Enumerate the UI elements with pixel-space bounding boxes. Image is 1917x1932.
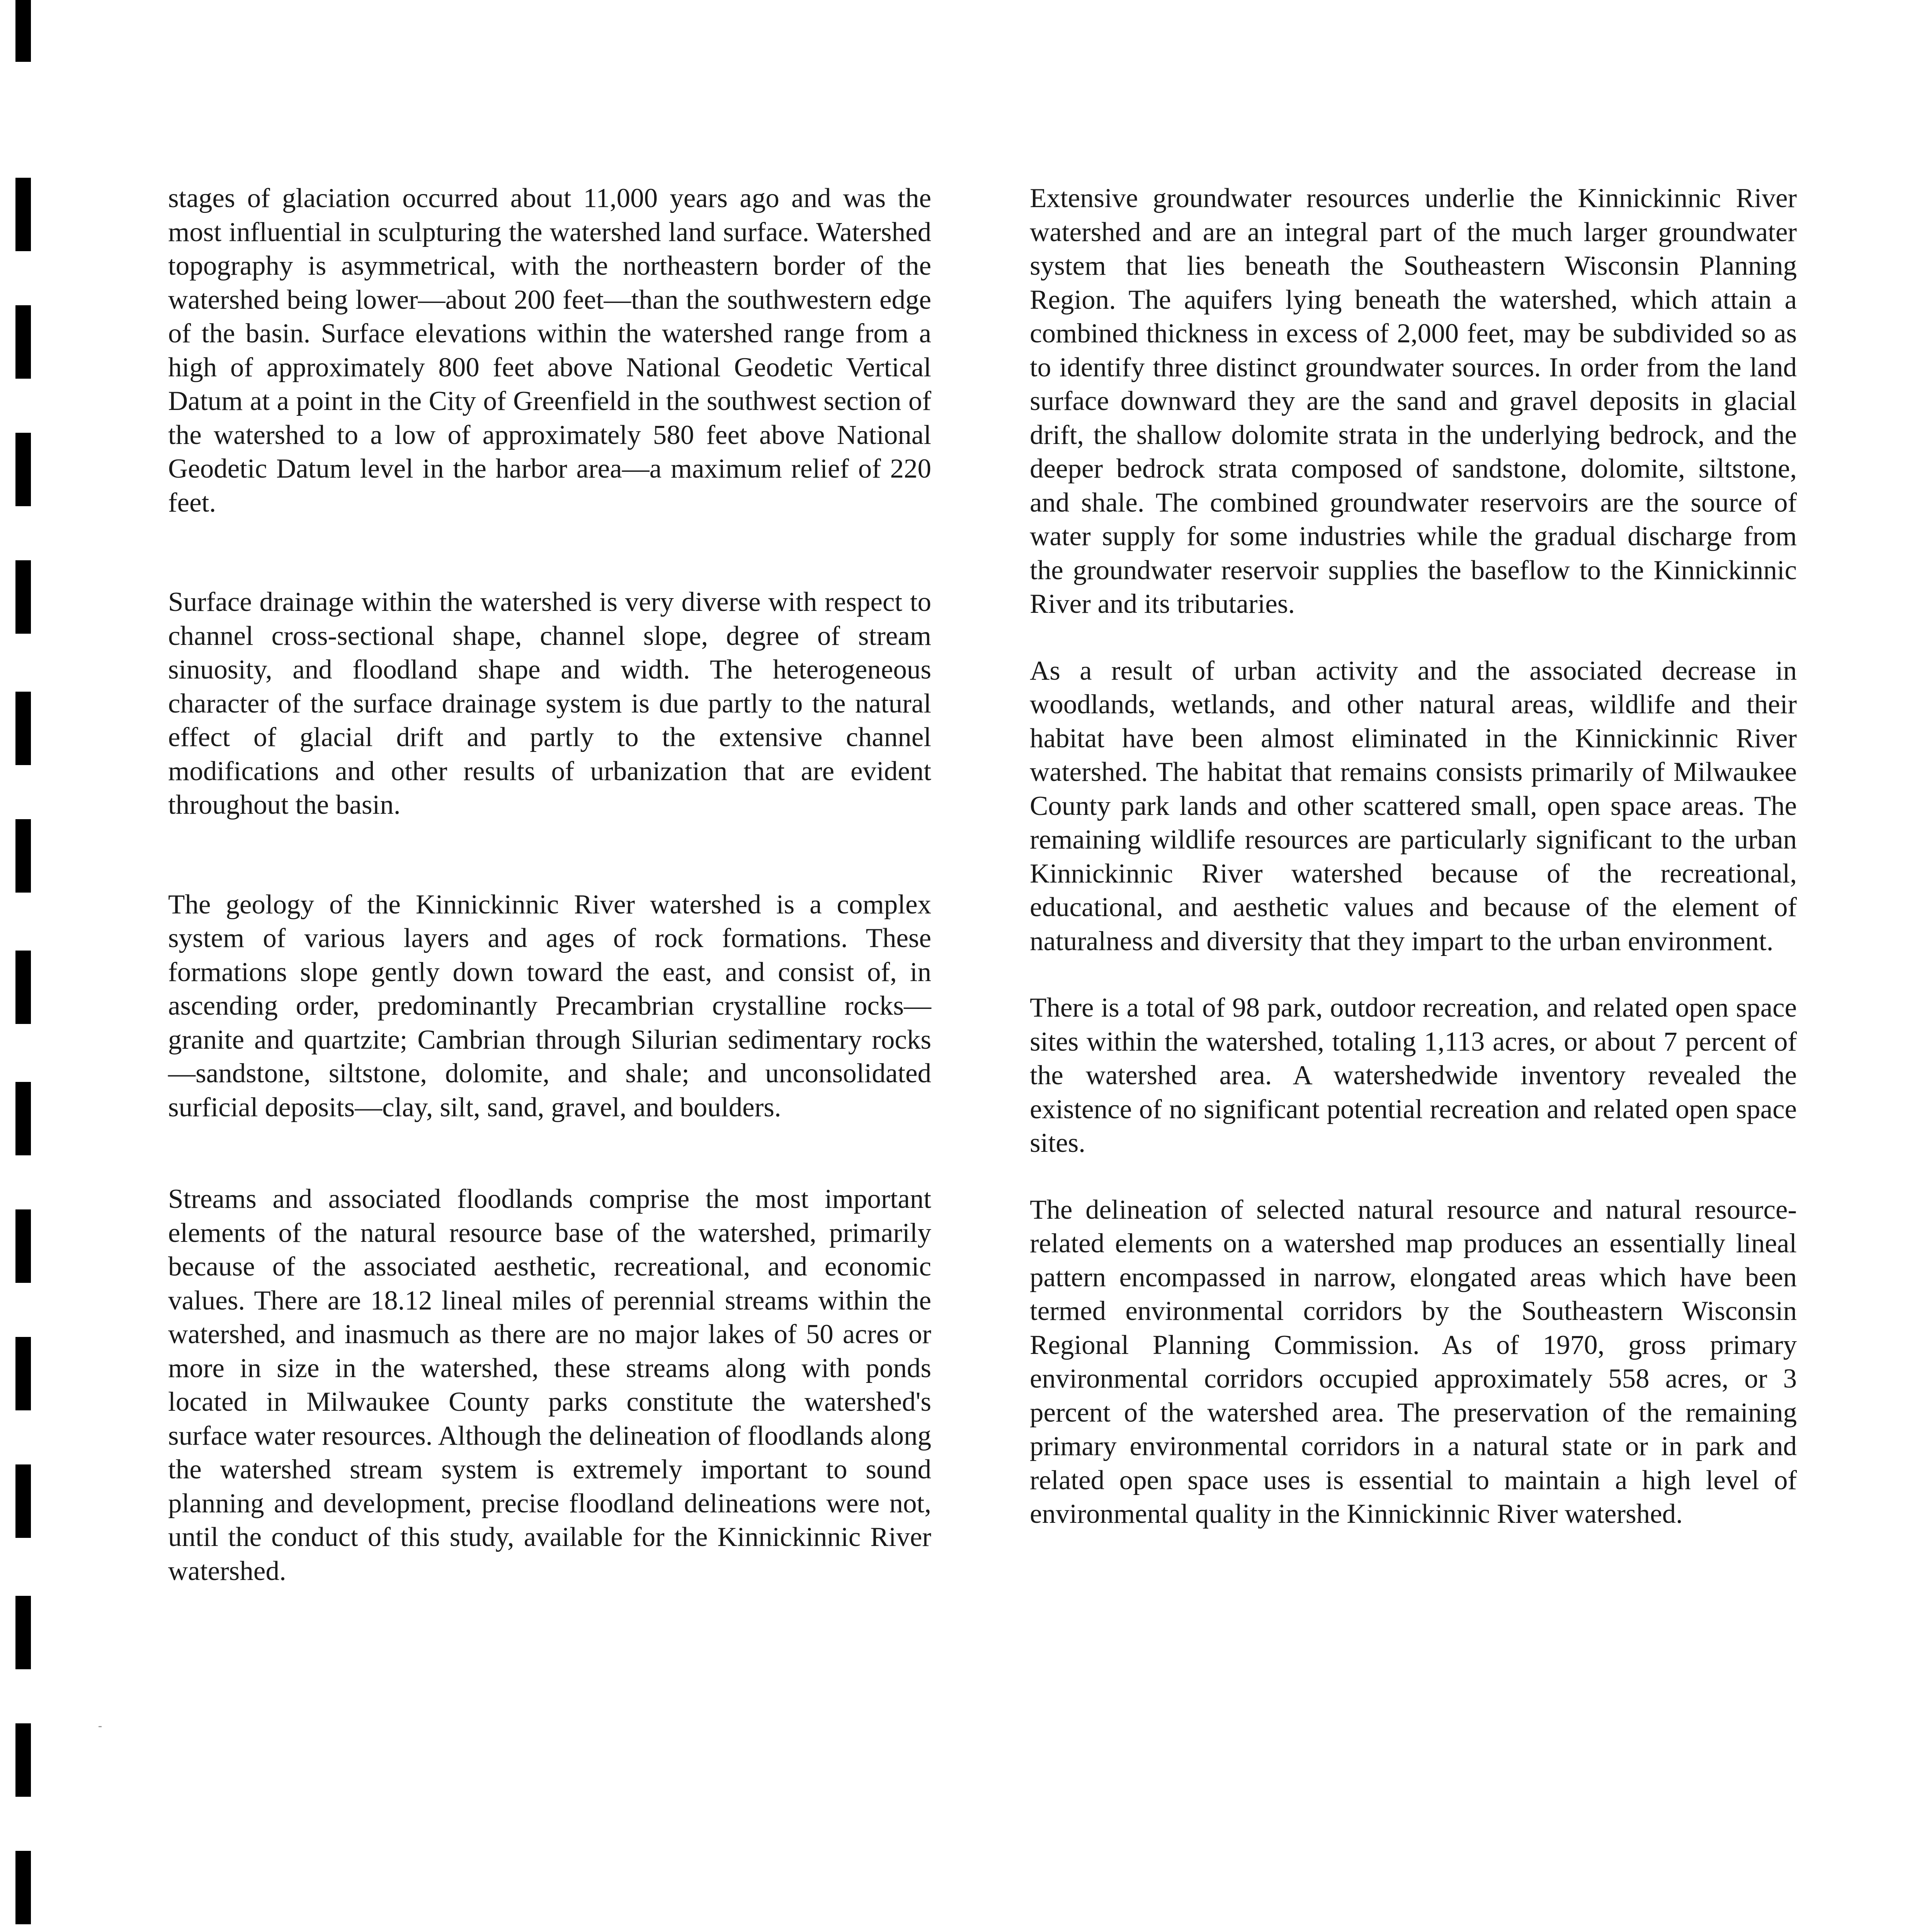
binding-hole (15, 951, 31, 1024)
binding-hole (15, 819, 31, 893)
paragraph-wildlife: As a result of urban activity and the associated decrease in woodlands, wetlands, and other natural areas, wildlife and their habitat have been almost eliminated in the Kinnickinnic River watershed. The habitat that remains consists primarily of Milwaukee County park lands and other scattered small, open space areas. The remaining wildlife resources are particularly significant to the urban Kinnickinnic River watershed because of the recreational, educational, and aesthetic values and because of the element of naturalness and diversity that they impart to the urban environment. (1030, 655, 1797, 956)
right-column (1030, 182, 1797, 1531)
binding-hole (15, 1723, 31, 1797)
binding-hole (15, 1464, 31, 1538)
binding-hole (15, 1851, 31, 1924)
stray-mark (99, 1726, 102, 1727)
left-column (168, 182, 931, 1588)
binding-hole (15, 178, 31, 251)
paragraph-topography: stages of glaciation occurred about 11,000 years ago and was the most influential in sculpturing the watershed land surface. Watershed topography is asymmetrical, with the northeastern border of the watershed being lower—about 200 feet—than the southwestern edge of the basin. Surface elevations within the watershed range from a high of approximately 800 feet above National Geodetic Vertical Datum at a point in the City of Greenfield in the southwest section of the watershed to a low of approximately 580 feet above National Geodetic Datum level in the harbor area—a maximum relief of 220 feet. (168, 183, 931, 518)
paragraph-surface-drainage: Surface drainage within the watershed is very diverse with respect to channel cross-sectional shape, channel slope, degree of stream sinuosity, and floodland shape and width. The heterogeneous character of the surface drainage system is due partly to the natural effect of glacial drift and partly to the extensive channel modifications and other results of urbanization that are evident throughout the basin. (168, 587, 931, 820)
binding-hole (15, 1337, 31, 1410)
binding-hole (15, 433, 31, 506)
paragraph-geology: The geology of the Kinnickinnic River watershed is a complex system of various layers and ages of rock formations. These formations slope gently down toward the east, and consist of, in ascending order, predominantly Precambrian crystalline rocks—granite and quartzite; Cambrian through Silurian sedimentary rocks—sandstone, siltstone, dolomite, and shale; and unconsolidated surficial deposits—clay, silt, sand, gravel, and boulders. (168, 889, 931, 1122)
binding-hole (15, 0, 31, 62)
paragraph-streams-floodlands: Streams and associated floodlands comprise the most important elements of the natural resource base of the watershed, primarily because of the associated aesthetic, recreational, and economic values. There are 18.12 lineal miles of perennial streams within the watershed, and inasmuch as there are no major lakes of 50 acres or more in size in the watershed, these streams along with ponds located in Milwaukee County parks constitute the watershed's surface water resources. Although the delineation of floodlands along the watershed stream system is extremely important to sound planning and development, precise floodland delineations were not, until the conduct of this study, available for the Kinnickinnic River watershed. (168, 1184, 931, 1586)
binding-hole (15, 692, 31, 765)
binding-hole (15, 1082, 31, 1155)
paragraph-groundwater: Extensive groundwater resources underlie the Kinnickinnic River watershed and are an integral part of the much larger groundwater system that lies beneath the Southeastern Wisconsin Planning Region. The aquifers lying beneath the watershed, which attain a combined thickness in excess of 2,000 feet, may be subdivided so as to identify three distinct groundwater sources. In order from the land surface downward they are the sand and gravel deposits in glacial drift, the shallow dolomite strata in the underlying bedrock, and the deeper bedrock strata composed of sandstone, dolomite, siltstone, and shale. The combined groundwater reservoirs are the source of water supply for some industries while the gradual discharge from the groundwater reservoir supplies the baseflow to the Kinnickinnic River and its tributaries. (1030, 183, 1797, 619)
binding-hole (15, 305, 31, 379)
paragraph-environmental-corridors: The delineation of selected natural resource and natural resource-related elements on a watershed map produces an essentially lineal pattern encompassed in narrow, elongated areas which have been termed environmental corridors by the Southeastern Wisconsin Regional Planning Commission. As of 1970, gross primary environmental corridors occupied approximately 558 acres, or 3 percent of the watershed area. The preservation of the remaining primary environmental corridors in a natural state or in park and related open space uses is essential to maintain a high level of environmental quality in the Kinnickinnic River watershed. (1030, 1194, 1797, 1529)
binding-hole (15, 560, 31, 634)
binding-hole (15, 1209, 31, 1283)
binding-hole (15, 1596, 31, 1669)
paragraph-park-sites: There is a total of 98 park, outdoor recreation, and related open space sites within the watershed, totaling 1,113 acres, or about 7 percent of the watershed area. A watershedwide inventory revealed the existence of no significant potential recreation and related open space sites. (1030, 993, 1797, 1158)
